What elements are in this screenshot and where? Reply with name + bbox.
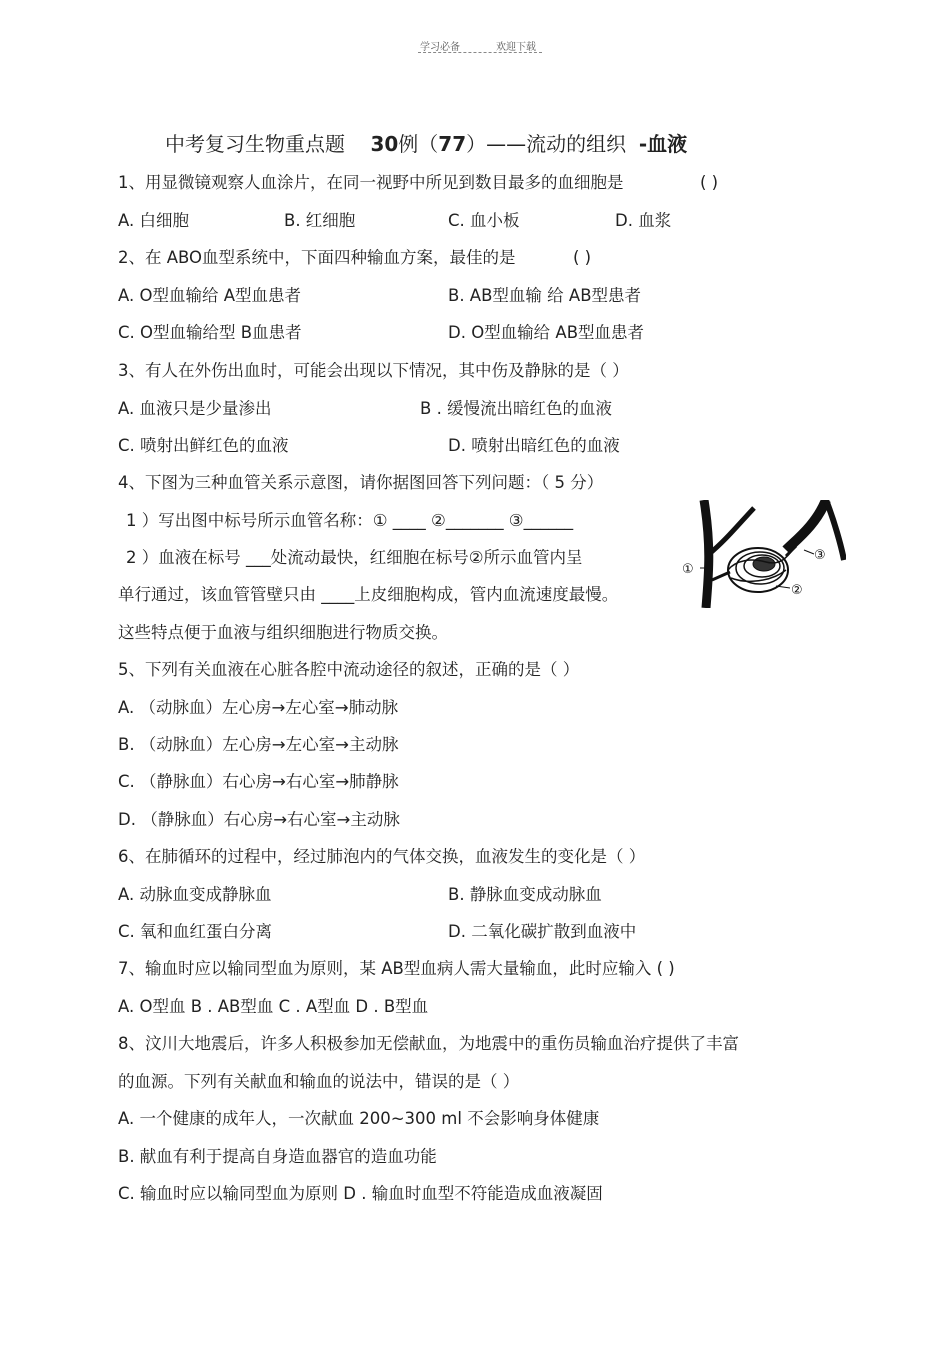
- header-left: 学习必备: [420, 42, 460, 53]
- q5-option-c: C. （静脉血）右心房→右心室→肺静脉: [118, 772, 399, 791]
- q8-option-a: A. 一个健康的成年人，一次献血 200~300 ml 不会影响身体健康: [118, 1109, 600, 1128]
- q5-option-d: D. （静脉血）右心房→右心室→主动脉: [118, 810, 400, 829]
- q3-options-ab: A. 血液只是少量渗出 B . 缓慢流出暗红色的血液: [118, 399, 613, 418]
- q1-options: A. 白细胞 B. 红细胞 C. 血小板 D. 血浆: [118, 211, 672, 230]
- label-3: ③: [814, 548, 826, 563]
- q8-stem-1: 8、汶川大地震后，许多人积极参加无偿献血，为地震中的重伤员输血治疗提供了丰富: [118, 1034, 739, 1053]
- header-right: 欢迎下载: [496, 42, 536, 53]
- q6-options-ab: A. 动脉血变成静脉血 B. 静脉血变成动脉血: [118, 885, 602, 904]
- q5-option-b: B. （动脉血）左心房→左心室→主动脉: [118, 735, 399, 754]
- q3-stem: 3、有人在外伤出血时，可能会出现以下情况，其中伤及静脉的是（ ）: [118, 361, 629, 380]
- q2-stem: 2、在 ABO血型系统中，下面四种输血方案，最佳的是 ( ): [118, 248, 592, 267]
- blood-vessel-diagram: [676, 500, 846, 608]
- q8-option-cd: C. 输血时应以输同型血为原则 D . 输血时血型不符能造成血液凝固: [118, 1184, 603, 1203]
- q1-stem: 1、用显微镜观察人血涂片，在同一视野中所见到数目最多的血细胞是 ( ): [118, 173, 719, 192]
- q7-options: A. O型血 B . AB型血 C . A型血 D . B型血: [118, 997, 429, 1016]
- header-divider: [418, 52, 542, 53]
- page-title: 中考复习生物重点题 30例（77）——流动的组织 -血液: [165, 132, 688, 156]
- q5-option-a: A. （动脉血）左心房→左心室→肺动脉: [118, 698, 399, 717]
- q5-stem: 5、下列有关血液在心脏各腔中流动途径的叙述，正确的是（ ）: [118, 660, 580, 679]
- q2-options-cd: C. O型血输给型 B血患者 D. O型血输给 AB型血患者: [118, 323, 645, 342]
- label-2: ②: [791, 583, 803, 598]
- q3-options-cd: C. 喷射出鲜红色的血液 D. 喷射出暗红色的血液: [118, 436, 620, 455]
- q4-sub4: 这些特点便于血液与组织细胞进行物质交换。: [118, 623, 448, 642]
- label-1: ①: [682, 562, 694, 577]
- q6-stem: 6、在肺循环的过程中，经过肺泡内的气体交换，血液发生的变化是（ ）: [118, 847, 646, 866]
- q7-stem: 7、输血时应以输同型血为原则，某 AB型血病人需大量输血，此时应输入 ( ): [118, 959, 675, 978]
- q6-options-cd: C. 氧和血红蛋白分离 D. 二氧化碳扩散到血液中: [118, 922, 637, 941]
- q4-sub2: 2 ）血液在标号 ___处流动最快，红细胞在标号②所示血管内呈: [126, 548, 583, 567]
- q2-options-ab: A. O型血输给 A型血患者 B. AB型血输 给 AB型患者: [118, 286, 642, 305]
- q4-sub3: 单行通过，该血管管壁只由 ____上皮细胞构成，管内血流速度最慢。: [118, 585, 619, 604]
- q4-stem: 4、下图为三种血管关系示意图，请你据图回答下列问题：（ 5 分）: [118, 473, 604, 492]
- q8-option-b: B. 献血有利于提高自身造血器官的造血功能: [118, 1147, 437, 1166]
- q8-stem-2: 的血源。下列有关献血和输血的说法中，错误的是（ ）: [118, 1072, 520, 1091]
- q4-sub1: 1 ）写出图中标号所示血管名称：① ____ ②_______ ③______: [126, 511, 574, 530]
